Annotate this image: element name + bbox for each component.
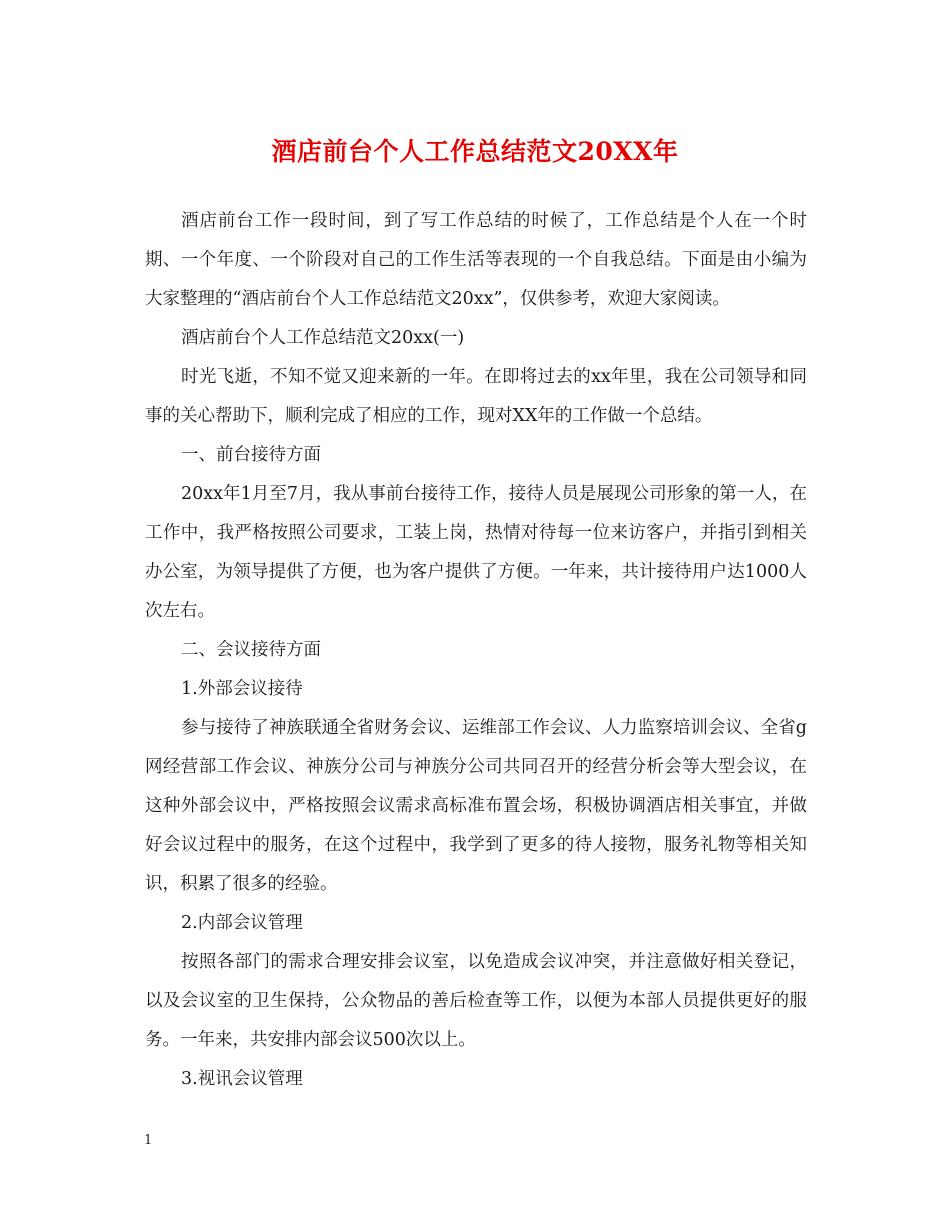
page-number: 1 [144,1133,153,1148]
paragraph-section-heading: 酒店前台个人工作总结范文20xx(一) [181,328,465,348]
document-body [145,202,807,1099]
paragraph-heading-internal: 2.内部会议管理 [181,913,303,933]
document-title: 酒店前台个人工作总结范文20XX年 [271,137,679,166]
paragraph-heading-reception: 一、前台接待方面 [181,445,321,465]
paragraph-opening: 时光飞逝，不知不觉又迎来新的一年。在即将过去的xx年里，我在公司领导和同事的关心帮助下，顺利完成了相应的工作，现对XX年的工作做一个总结。 [145,367,807,426]
paragraph-heading-video: 3.视讯会议管理 [181,1069,303,1089]
paragraph-heading-meetings: 二、会议接待方面 [181,640,321,660]
paragraph-reception: 20xx年1月至7月，我从事前台接待工作，接待人员是展现公司形象的第一人，在工作中，我严格按照公司要求，工装上岗，热情对待每一位来访客户，并指引到相关办公室，为领导提供了方便，也为客户提供了方便。一年来，共计接待用户达1000人次左右。 [145,484,807,621]
paragraph-external: 参与接待了神族联通全省财务会议、运维部工作会议、人力监察培训会议、全省g网经营部工作会议、神族分公司与神族分公司共同召开的经营分析会等大型会议，在这种外部会议中，严格按照会议需求高标准布置会场，积极协调酒店相关事宜，并做好会议过程中的服务，在这个过程中，我学到了更多的待人接物，服务礼物等相关知识，积累了很多的经验。 [145,718,807,894]
paragraph-heading-external: 1.外部会议接待 [181,679,303,699]
paragraph-intro: 酒店前台工作一段时间，到了写工作总结的时候了，工作总结是个人在一个时期、一个年度、一个阶段对自己的工作生活等表现的一个自我总结。下面是由小编为大家整理的“酒店前台个人工作总结范文20xx”，仅供参考，欢迎大家阅读。 [145,211,807,309]
paragraph-internal: 按照各部门的需求合理安排会议室，以免造成会议冲突，并注意做好相关登记，以及会议室的卫生保持，公众物品的善后检查等工作，以便为本部人员提供更好的服务。一年来，共安排内部会议500次以上。 [145,952,807,1050]
